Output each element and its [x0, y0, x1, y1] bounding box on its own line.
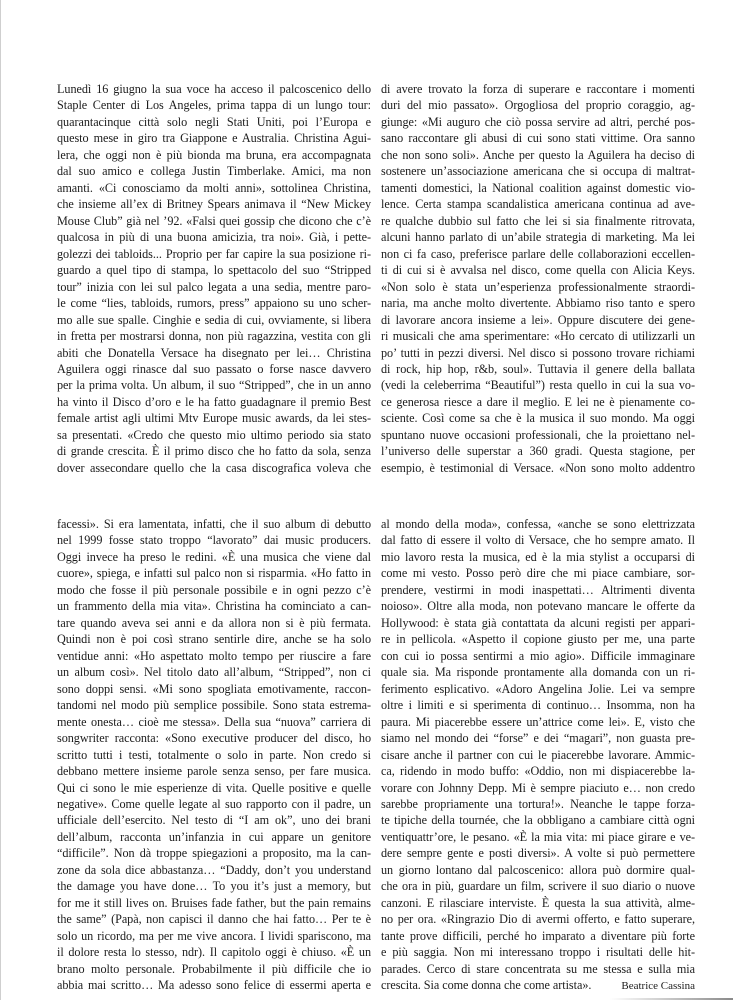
- article-line: the damage you have done… To you it’s just a memory, but: [57, 879, 371, 894]
- article-line: questo mese in giro tra Giappone e Australia. Christina Agui-: [57, 131, 371, 146]
- article-line: tamenti domestici, la National coalition against domestic vio-: [381, 180, 695, 195]
- article-line: crescita. Sia come donna che come artista».: [381, 978, 592, 993]
- article-line: paura. Mi piacerebbe essere un’attrice come lei». E, visto che: [381, 714, 695, 729]
- article-line: (vedi la celeberrima “Beautiful”) resta quello in cui la sua vo-: [381, 378, 695, 393]
- article-line: in fretta per mostrarsi donna, non più ragazzina, vestita con gli: [57, 329, 371, 344]
- article-line: lera, che oggi non è più bionda ma bruna, era accompagnata: [57, 147, 371, 162]
- article-line: con cui io possa sentirmi a mio agio». Difficile immaginare: [381, 648, 695, 663]
- article-line: di lavorare ancora insieme a lei». Oppure discutere dei gene-: [381, 312, 695, 327]
- article-line: che ora in più, guardare un film, scrivere il suo diario o nuove: [381, 879, 695, 894]
- article-line: Quindi non è poi così strano sentirle dire, anche se ha solo: [57, 632, 371, 647]
- article-line: negative». Come quelle legate al suo rapporto con il padre, un: [57, 796, 371, 811]
- article-line: tare quando aveva sei anni e da allora non si è più fermata.: [57, 615, 371, 630]
- article-line: sciente. Così come sa che è la musica il suo mondo. Ma oggi: [381, 411, 695, 426]
- article-line: «Non solo è stata un’esperienza professionalmente straordi-: [381, 279, 695, 294]
- article-line: tour” inizia con lei sul palco legata a una sedia, mentre paro-: [57, 279, 371, 294]
- page-edge: [0, 0, 1, 1000]
- article-line: Hollywood: è stata già contattata da alcuni registi per appari-: [381, 615, 695, 630]
- article-line: spuntano nuove occasioni professionali, che la proiettano nel-: [381, 427, 695, 442]
- article-line: Oggi invece ha preso le redini. «È una musica che viene dal: [57, 549, 371, 564]
- article-line: ce generosa riesce a dare il meglio. E lei ne è pienamente co-: [381, 394, 695, 409]
- article-line: abiti che Donatella Versace ha disegnato per lei… Christina: [57, 345, 371, 360]
- article-line: Lunedì 16 giugno la sua voce ha acceso il palcoscenico dello: [57, 82, 371, 96]
- article-line: oltre i limiti e si sperimenta di continuo… Insomma, non ha: [381, 698, 695, 713]
- article-line: songwriter racconta: «Sono executive producer del disco, ho: [57, 731, 371, 746]
- article-column-top-left: [57, 81, 371, 476]
- article-line: dal suo amico e collega Justin Timberlake. Amici, ma non: [57, 164, 371, 179]
- article-line: parades. Cerco di stare concentrata su me stessa e sulla mia: [381, 961, 695, 976]
- article-line: ferimento esplicativo. «Adoro Angelina Jolie. Lei va sempre: [381, 681, 695, 696]
- article-line: facessi». Si era lamentata, infatti, che il suo album di debutto: [57, 517, 371, 531]
- article-line: mente onesta… cioè me stessa». Della sua “nuova” carriera di: [57, 714, 371, 729]
- article-line: un album così». Nel titolo dato all’album, “Stripped”, non ci: [57, 665, 371, 680]
- article-line: ufficiale dell’esercito. Nel testo di “I am ok”, uno dei brani: [57, 813, 371, 828]
- article-line: l’universo delle superstar a 360 gradi. Questa stagione, per: [381, 444, 695, 459]
- article-line: ti di cui si è avvalsa nel disco, come quella con Alicia Keys.: [381, 263, 695, 278]
- article-line: alcuni hanno parlato di un’abile strategia di marketing. Ma lei: [381, 230, 695, 245]
- article-line: sarebbe propriamente una tortura!». Neanche le tappe forza-: [381, 796, 695, 811]
- article-line: po’ tutti in pezzi diversi. Nel disco si possono trovare richiami: [381, 345, 695, 360]
- article-line: mio lavoro resta la musica, ed è la mia stylist a occuparsi di: [381, 549, 695, 564]
- article-line: Mouse Club” già nel ’92. «Falsi quei gossip che dicono che c’è: [57, 213, 371, 228]
- article-line: re in pellicola. «Aspetto il copione giusto per me, una parte: [381, 632, 695, 647]
- article-line: duri del mio passato». Orgogliosa del proprio coraggio, ag-: [381, 98, 695, 113]
- article-line: di avere trovato la forza di superare e raccontare i momenti: [381, 82, 695, 96]
- article-line: Aguilera oggi rinasce dal suo passato o forse nasce davvero: [57, 361, 371, 376]
- article-line: “difficile”. Non dà troppe spiegazioni a proposito, ma la can-: [57, 846, 371, 861]
- article-line: noioso». Oltre alla moda, non potevano mancare le offerte da: [381, 599, 695, 614]
- article-line: mo alle sue spalle. Cinghie e sedia di cui, ovviamente, si libera: [57, 312, 371, 327]
- article-line: tandomi nel modo più semplice possibile. Sono stata estrema-: [57, 698, 371, 713]
- article-line: solo un ricordo, ma per me vive ancora. I lividi spariscono, ma: [57, 928, 371, 943]
- article-line: cisare anche il partner con cui le piacerebbe lavorare. Ammic-: [381, 747, 695, 762]
- article-line: un frammento della mia vita». Christina ha cominciato a can-: [57, 599, 371, 614]
- article-line: the same” (Papà, non capisci il danno che hai fatto… Per te è: [57, 912, 371, 927]
- article-line: di grande crescita. È il primo disco che ho fatto da sola, senza: [57, 444, 371, 459]
- article-line: re qualche dubbio sul fatto che lei si sia finalmente ritrovata,: [381, 213, 695, 228]
- author-byline: Beatrice Cassina: [621, 980, 695, 993]
- article-line: brano molto personale. Probabilmente il più difficile che io: [57, 961, 371, 976]
- article-line: female artist agli ultimi Mtv Europe music awards, da lei stes-: [57, 411, 371, 426]
- article-line: amanti. «Ci conosciamo da molti anni», sottolinea Christina,: [57, 180, 371, 195]
- article-line: ventidue anni: «Ho aspettato molto tempo per riuscire a fare: [57, 648, 371, 663]
- article-line: nel 1999 fosse stato troppo “lavorato” dai music producers.: [57, 533, 371, 548]
- article-line: canzoni. E rilasciare interviste. È questa la sua attività, alme-: [381, 895, 695, 910]
- article-line: qualcosa in più di una buona amicizia, tra noi». Già, i pette-: [57, 230, 371, 245]
- article-line: non ci fa caso, preferisce parlare delle collaborazioni eccellen-: [381, 246, 695, 261]
- article-column-bottom-right: [381, 516, 695, 994]
- article-line: prendere, vestirmi in modi inaspettati… Altrimenti diventa: [381, 582, 695, 597]
- article-line: debbano mettere insieme parole senza senso, per fare musica.: [57, 764, 371, 779]
- article-line: sostenere un’associazione americana che si occupa di maltrat-: [381, 164, 695, 179]
- article-line: ha vinto il Disco d’oro e le ha fatto guadagnare il premio Best: [57, 394, 371, 409]
- article-column-bottom-left: [57, 516, 371, 994]
- article-line: modo che fosse il più personale possibile e in ogni pezzo c’è: [57, 582, 371, 597]
- article-line: ca, ridendo in modo buffo: «Oddio, non mi dispiacerebbe la-: [381, 764, 695, 779]
- article-line: dal fatto di essere il volto di Versace, che ho sempre amato. Il: [381, 533, 695, 548]
- article-column-top-right: [381, 81, 695, 476]
- article-line: naria, ma anche molto divertente. Abbiamo riso tanto e spero: [381, 296, 695, 311]
- article-line-with-byline: [381, 977, 695, 993]
- article-line: come mi vesto. Posso però dire che mi piace cambiare, sor-: [381, 566, 695, 581]
- article-line: scritto tutti i testi, totalmente o solo in parte. Non credo si: [57, 747, 371, 762]
- article-line: guardo a quel tipo di stampa, lo spettacolo del suo “Stripped: [57, 263, 371, 278]
- article-line: di rock, hip hop, r&b, soul». Tuttavia il genere della ballata: [381, 361, 695, 376]
- article-line: Staple Center di Los Angeles, prima tappa di un lungo tour:: [57, 98, 371, 113]
- article-line: per la prima volta. Un album, il suo “Stripped”, che in un anno: [57, 378, 371, 393]
- article-line: tante prove difficili, perché ho imparato a diventare più forte: [381, 928, 695, 943]
- article-line: cuore», spiega, e infatti sul palco non si risparmia. «Ho fatto in: [57, 566, 371, 581]
- article-line: quale sia. Ma risponde prontamente alla domanda con un ri-: [381, 665, 695, 680]
- article-line: abbia mai scritto… Ma adesso sono felice di essermi aperta e: [57, 978, 371, 993]
- article-line: un giorno lontano dal palcoscenico: allora può dormire qual-: [381, 862, 695, 877]
- article-line: quarantacinque città solo negli Stati Uniti, poi l’Europa e: [57, 114, 371, 129]
- article-line: ventiquattr’ore, le pesano. «È la mia vita: mi piace girare e ve-: [381, 829, 695, 844]
- article-line: le come “lies, tabloids, rumors, press” appaiono su uno scher-: [57, 296, 371, 311]
- article-line: for me it still lives on. Bruises fade father, but the pain remains: [57, 895, 371, 910]
- article-line: dere sempre gente e posti diversi». A volte si può permettere: [381, 846, 695, 861]
- article-line: te tipiche della tournée, che la obbligano a cambiare città ogni: [381, 813, 695, 828]
- article-line: golezzi dei tabloids... Proprio per far capire la sua posizione ri-: [57, 246, 371, 261]
- article-line: sano raccontare gli abusi di cui sono stati vittime. Ora sanno: [381, 131, 695, 146]
- article-line: sa presentati. «Credo che questo mio ultimo periodo sia stato: [57, 427, 371, 442]
- article-line: giunge: «Mi auguro che ciò possa servire ad altri, perché pos-: [381, 114, 695, 129]
- article-line: esempio, è testimonial di Versace. «Non sono molto addentro: [381, 460, 695, 475]
- article-line: che insieme all’ex di Britney Spears animava il “New Mickey: [57, 197, 371, 212]
- article-line: al mondo della moda», confessa, «anche se sono elettrizzata: [381, 517, 695, 531]
- article-line: siamo nel mondo dei “forse” e dei “magari”, non guasta pre-: [381, 731, 695, 746]
- article-line: lence. Certa stampa scandalistica americana continua ad ave-: [381, 197, 695, 212]
- article-line: Qui ci sono le mie esperienze di vita. Quelle positive e quelle: [57, 780, 371, 795]
- article-line: sono doppi sensi. «Mi sono spogliata emotivamente, raccon-: [57, 681, 371, 696]
- article-line: che non sono soli». Anche per questo la Aguilera ha deciso di: [381, 147, 695, 162]
- article-line: vorare con Johnny Depp. Mi è sempre piaciuto e… non credo: [381, 780, 695, 795]
- article-line: il dolore resta lo stesso, ndr). Il capitolo oggi è chiuso. «È un: [57, 945, 371, 960]
- article-line: e più saggia. Non mi interessano troppo i risultati delle hit-: [381, 945, 695, 960]
- article-line: dover assecondare quello che la casa discografica voleva che: [57, 460, 371, 475]
- article-line: zone da sola dice abbastanza… “Daddy, don’t you understand: [57, 862, 371, 877]
- article-line: dell’album, racconta un’infanzia in cui appare un genitore: [57, 829, 371, 844]
- article-line: ri musicali che ama sperimentare: «Ho cercato di utilizzarli un: [381, 329, 695, 344]
- article-line: no per ora. «Ringrazio Dio di avermi offerto, e fatto superare,: [381, 912, 695, 927]
